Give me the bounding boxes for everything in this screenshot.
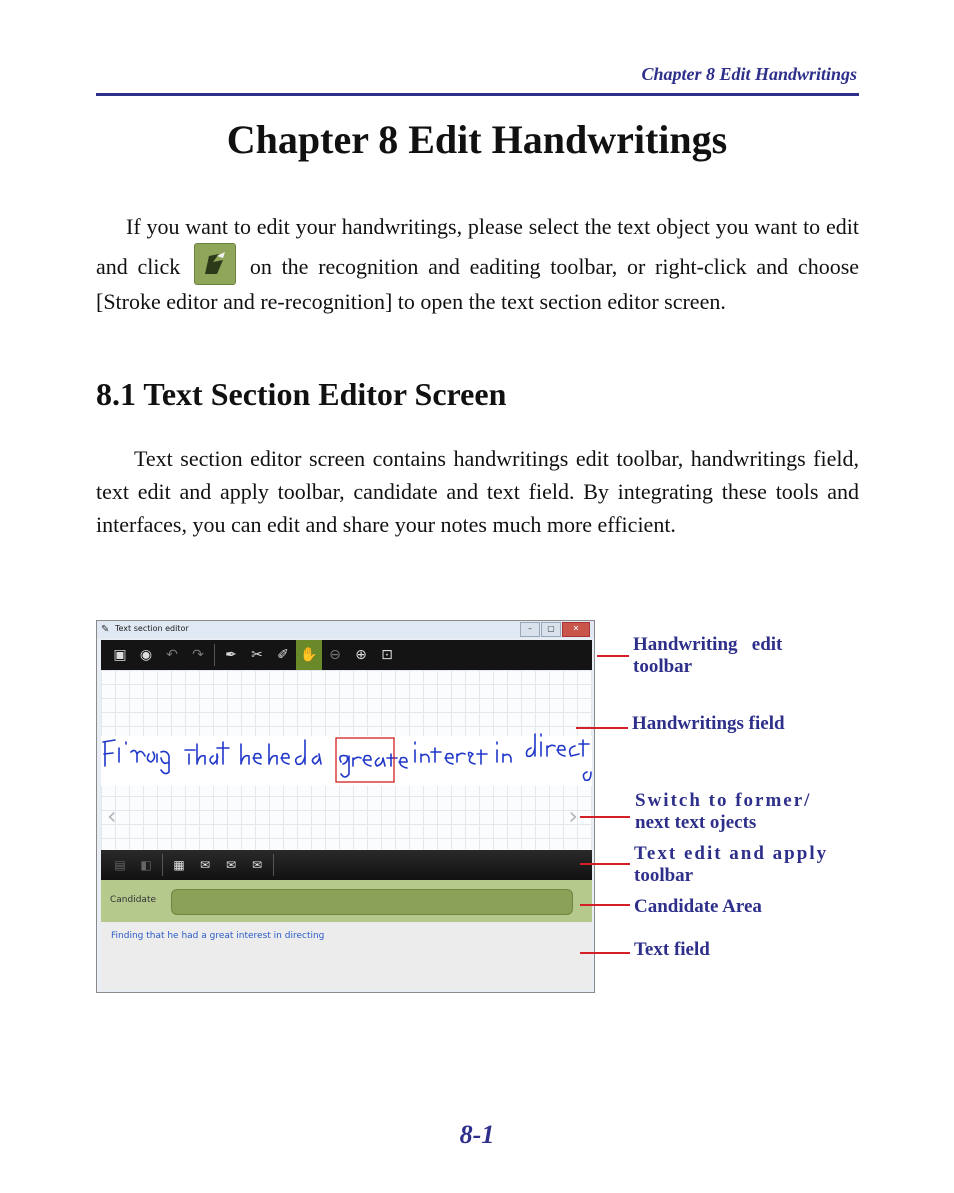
open-icon[interactable]: ▦ — [173, 858, 185, 872]
callout-handwriting-toolbar — [633, 634, 782, 678]
eraser-icon[interactable]: ✐ — [277, 647, 289, 663]
header-rule — [96, 93, 859, 96]
callout-switch-line2: next text ojects — [635, 812, 757, 833]
split-icon[interactable]: ✂ — [251, 647, 263, 663]
pen-icon[interactable]: ✒ — [225, 647, 237, 663]
undo-icon[interactable]: ↶ — [166, 647, 178, 663]
minimize-button[interactable]: – — [520, 622, 540, 637]
recognize-icon[interactable]: ◉ — [139, 647, 153, 663]
callout-switch-line1: Switch to former/ — [635, 790, 812, 811]
zoom-in-icon[interactable]: ⊕ — [355, 647, 367, 663]
recognized-text: Finding that he had a great interest in directing — [111, 931, 325, 941]
section-body-text: Text section editor screen contains handwritings edit toolbar, handwritings field, text edit and apply toolbar, candidate and text field. By integrating these tools and interfaces, you can edit and share your notes much more efficient. — [96, 446, 859, 537]
send-x-icon[interactable]: ✉ — [251, 858, 263, 872]
fit-icon[interactable]: ⊡ — [381, 647, 393, 663]
intro-text-before-icon: If you want to edit your handwritings, please select the text object you want to edit and click — [96, 214, 859, 279]
mail-icon[interactable]: ✉ — [199, 858, 211, 872]
callout-line-handwriting-toolbar — [597, 655, 629, 657]
toolbar-separator — [214, 644, 215, 666]
redo-icon[interactable]: ↷ — [192, 647, 204, 663]
callout-line-candidate-area — [580, 904, 630, 906]
handwritings-field[interactable] — [101, 670, 592, 850]
handwriting-edit-toolbar — [101, 640, 592, 670]
callout-handwriting-toolbar-line1: Handwriting edit — [633, 634, 783, 655]
send-w-icon[interactable]: ✉ — [225, 858, 237, 872]
maximize-button[interactable]: ▢ — [541, 622, 561, 637]
callout-line-text-edit-toolbar — [580, 863, 630, 865]
toolbar-separator — [162, 854, 163, 876]
callout-text-edit-toolbar-line1: Text edit and apply — [634, 843, 829, 864]
section-paragraph — [96, 442, 859, 541]
candidate-area — [101, 880, 592, 922]
callout-line-handwritings-field — [576, 727, 628, 729]
chapter-title: Chapter 8 Edit Handwritings — [226, 117, 728, 162]
page-number: 8-1 — [459, 1120, 495, 1149]
text-field[interactable] — [101, 922, 592, 990]
window-titlebar — [97, 621, 594, 638]
close-button[interactable]: ✕ — [562, 622, 590, 637]
callout-handwriting-toolbar-line2: toolbar — [633, 656, 693, 677]
callout-text-edit-toolbar — [634, 843, 828, 887]
callout-switch — [635, 790, 811, 834]
intro-paragraph — [96, 210, 859, 318]
zoom-out-icon[interactable]: ⊖ — [329, 647, 341, 663]
handwriting-strokes — [101, 670, 592, 850]
running-header: Chapter 8 Edit Handwritings — [641, 64, 857, 84]
callout-candidate-area: Candidate Area — [634, 896, 762, 917]
toolbar-separator — [273, 854, 274, 876]
callout-text-edit-toolbar-line2: toolbar — [634, 865, 694, 886]
callout-line-switch — [580, 816, 630, 818]
callout-line-text-field — [580, 952, 630, 954]
save-icon[interactable]: ▣ — [113, 647, 127, 663]
callout-text-field: Text field — [634, 939, 710, 960]
next-object-arrow-icon[interactable]: › — [568, 802, 578, 830]
text-section-editor-screenshot — [96, 620, 595, 993]
candidate-label: Candidate — [110, 895, 157, 905]
intro-text-after-icon: on the recognition and eaditing toolbar, or right-click and choose [Stroke editor and re-recognition] to open the text section editor screen. — [96, 254, 860, 314]
callout-handwritings-field: Handwritings field — [632, 713, 785, 734]
text-edit-apply-toolbar — [101, 850, 592, 880]
previous-object-arrow-icon[interactable]: ‹ — [107, 802, 117, 830]
app-icon: ✎ — [101, 624, 110, 635]
window-title: Text section editor — [115, 624, 189, 633]
hand-icon[interactable]: ✋ — [296, 640, 322, 670]
candidate-list[interactable] — [171, 889, 573, 915]
save-text-icon[interactable]: ▤ — [114, 858, 126, 872]
section-title: 8.1 Text Section Editor Screen — [96, 376, 507, 412]
stroke-editor-icon — [194, 243, 236, 285]
apply-icon[interactable]: ◧ — [140, 858, 152, 872]
window-controls — [520, 622, 590, 637]
